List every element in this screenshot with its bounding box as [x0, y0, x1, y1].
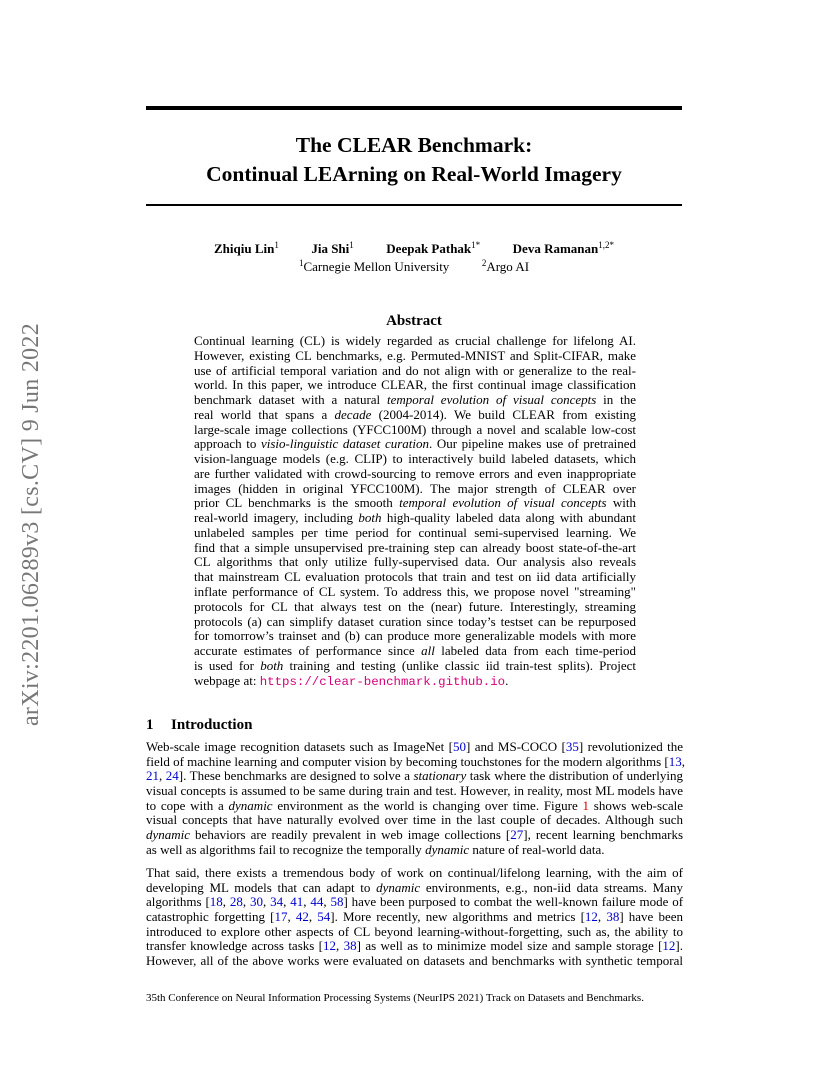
abstract-line: Continual learning (CL) is widely regarded as crucial challenge for lifelong AI. — [194, 333, 636, 348]
author-name: Deva Ramanan — [512, 241, 599, 256]
abstract-line: find that a simple unsupervised pre-training step can already boost state-of-the-art — [194, 539, 636, 555]
abstract-line: use of artificial temporal variation and do not align with or generalize to the real- — [194, 362, 636, 378]
abstract-line: webpage at: https://clear-benchmark.github.io. — [194, 672, 509, 689]
intro-paragraph-2 — [146, 866, 683, 969]
affiliation-name: Carnegie Mellon University — [303, 259, 450, 274]
abstract-line: for tomorrow’s trainset and (b) can produce more generalizable models with more — [194, 628, 636, 644]
paragraph-line: introduced to explore other aspects of CL beyond learning-without-forgetting, such as, the ability to — [146, 923, 683, 939]
abstract-line: protocols (a) can simplify dataset curation since today’s testset can be repurposed — [194, 613, 636, 629]
paper-title — [0, 131, 828, 189]
author-affiliation-mark: 1 — [274, 240, 279, 250]
paragraph-line: field of machine learning and computer vision by becoming touchstones for the modern algorithms [13, — [146, 753, 686, 769]
citation-link[interactable]: 18 — [209, 894, 223, 910]
abstract-line: real world that spans a decade (2004-2014). We build CLEAR from existing — [194, 406, 636, 422]
section-number: 1 — [146, 717, 154, 733]
citation-link[interactable]: 12 — [584, 908, 598, 924]
affiliations — [0, 259, 828, 275]
paragraph-line: as well as algorithms fail to recognize the temporally dynamic nature of real-world data. — [146, 841, 605, 857]
author-affiliation-mark: 1,2* — [598, 240, 614, 250]
author-affiliation-mark: 1 — [349, 240, 354, 250]
conference-footnote: 35th Conference on Neural Information Processing Systems (NeurIPS 2021) Track on Datasets and Benchmarks. — [146, 992, 644, 1004]
abstract-line: benchmark dataset with a natural temporal evolution of visual concepts in the — [194, 392, 636, 408]
abstract-line: that mainstream CL evaluation protocols that train and test on iid data artificially — [194, 569, 636, 585]
title-line-2: Continual LEArning on Real-World Imagery — [206, 162, 622, 186]
arxiv-stamp — [4, 294, 60, 754]
citation-link[interactable]: 50 — [453, 739, 466, 754]
abstract-line: large-scale image collections (YFCC100M) through a novel and scalable low-cost — [194, 421, 636, 437]
author-name: Jia Shi — [311, 241, 350, 256]
affiliation-name: Argo AI — [486, 259, 530, 274]
author-list — [0, 241, 828, 257]
abstract-line: prior CL benchmarks is the smooth temporal evolution of visual concepts with — [194, 495, 636, 511]
abstract-line: protocols for CL that always test on the (near) future. Interestingly, streaming — [194, 598, 636, 614]
citation-link[interactable]: 41 — [290, 894, 304, 910]
abstract-body — [194, 334, 636, 688]
affiliation-mark: 1 — [298, 258, 304, 268]
abstract-line: However, existing CL benchmarks, e.g. Permuted-MNIST and Split-CIFAR, make — [194, 347, 636, 363]
citation-link[interactable]: 44 — [310, 894, 324, 910]
paragraph-line: That said, there exists a tremendous body of work on continual/lifelong learning, with the aim of — [146, 865, 683, 880]
citation-link[interactable]: 21 — [146, 768, 159, 784]
abstract-line: unlabeled samples per time period for continual semi-supervised learning. We — [194, 524, 636, 540]
abstract-line: are further validated with crowd-sourcing to remove errors and even inappropriate — [194, 465, 636, 481]
paragraph-line: Web-scale image recognition datasets such as ImageNet [50] and MS-COCO [35] revolutionized the — [146, 739, 683, 754]
paragraph-line: However, all of the above works were evaluated on datasets and benchmarks with synthetic temporal — [146, 952, 683, 968]
abstract-heading: Abstract — [386, 313, 442, 329]
paragraph-line: visual concepts is assumed to be same during train and test. However, in reality, most ML models have — [146, 782, 683, 798]
figure-reference[interactable]: 1 — [582, 797, 590, 813]
title-line-1: The CLEAR Benchmark: — [295, 133, 533, 157]
citation-link[interactable]: 24 — [165, 768, 179, 784]
citation-link[interactable]: 58 — [330, 894, 344, 910]
author-name: Zhiqiu Lin — [213, 241, 275, 256]
paragraph-line: catastrophic forgetting [17, 42, 54]. More recently, new algorithms and metrics [12, 38] have been — [146, 908, 684, 924]
citation-link[interactable]: 27 — [510, 826, 524, 842]
abstract-line: CL algorithms that only utilize fully-supervised data. Our analysis also reveals — [194, 554, 636, 570]
citation-link[interactable]: 38 — [343, 938, 357, 954]
citation-link[interactable]: 12 — [323, 938, 337, 954]
paragraph-line: to cope with a dynamic environment as the world is changing over time. Figure 1 shows web-scale — [146, 797, 683, 813]
section-title: Introduction — [171, 717, 253, 733]
section-heading — [146, 716, 252, 734]
citation-link[interactable]: 38 — [606, 908, 620, 924]
abstract-line: world. In this paper, we introduce CLEAR, the first continual image classification — [194, 377, 636, 393]
abstract-line: real-world imagery, including both high-quality labeled data along with abundant — [194, 510, 636, 526]
paragraph-line: 21, 24]. These benchmarks are designed to solve a stationary task where the distribution of underlying — [146, 768, 683, 784]
paragraph-line: developing ML models that can adapt to dynamic environments, e.g., non-iid data streams. Many — [146, 879, 683, 895]
paragraph-line: transfer knowledge across tasks [12, 38] as well as to minimize model size and sample storage [12]. — [146, 938, 683, 954]
citation-link[interactable]: 30 — [250, 894, 264, 910]
citation-link[interactable]: 35 — [565, 739, 579, 754]
citation-link[interactable]: 13 — [668, 753, 682, 769]
abstract-line: images (hidden in original YFCC100M). The major strength of CLEAR over — [194, 480, 636, 496]
paragraph-line: visual concepts that have naturally evolved over time in the last couple of decades. Although such — [146, 812, 683, 828]
title-top-rule — [146, 106, 682, 110]
affiliation-mark: 2 — [481, 258, 487, 268]
paragraph-line: algorithms [18, 28, 30, 34, 41, 44, 58] have been purposed to combat the well-known failure mode of — [146, 894, 684, 910]
citation-link[interactable]: 12 — [662, 938, 676, 954]
citation-link[interactable]: 34 — [270, 894, 284, 910]
citation-link[interactable]: 42 — [295, 908, 309, 924]
abstract-line: is used for both training and testing (unlike classic iid train-test splits). Project — [194, 657, 636, 673]
project-url-link[interactable]: https://clear-benchmark.github.io — [259, 674, 506, 689]
author-affiliation-mark: 1* — [471, 240, 481, 250]
arxiv-stamp-text: arXiv:2201.06289v3 [cs.CV] 9 Jun 2022 — [18, 322, 45, 726]
abstract-line: approach to visio-linguistic dataset curation. Our pipeline makes use of pretrained — [194, 436, 636, 452]
citation-link[interactable]: 54 — [317, 908, 331, 924]
intro-paragraph-1 — [146, 739, 686, 857]
abstract-line: accurate estimates of performance since all labeled data from each time-period — [194, 643, 636, 659]
citation-link[interactable]: 28 — [229, 894, 243, 910]
abstract-line: inflate performance of CL system. To address this, we propose novel "streaming" — [194, 584, 636, 600]
title-bottom-rule — [146, 204, 682, 206]
citation-link[interactable]: 17 — [274, 908, 288, 924]
abstract-line: vision-language models (e.g. CLIP) to interactively build labeled datasets, which — [194, 451, 636, 467]
author-name: Deepak Pathak — [386, 241, 472, 256]
paragraph-line: dynamic behaviors are readily prevalent in web image collections [27], recent learning benchmarks — [146, 826, 684, 842]
